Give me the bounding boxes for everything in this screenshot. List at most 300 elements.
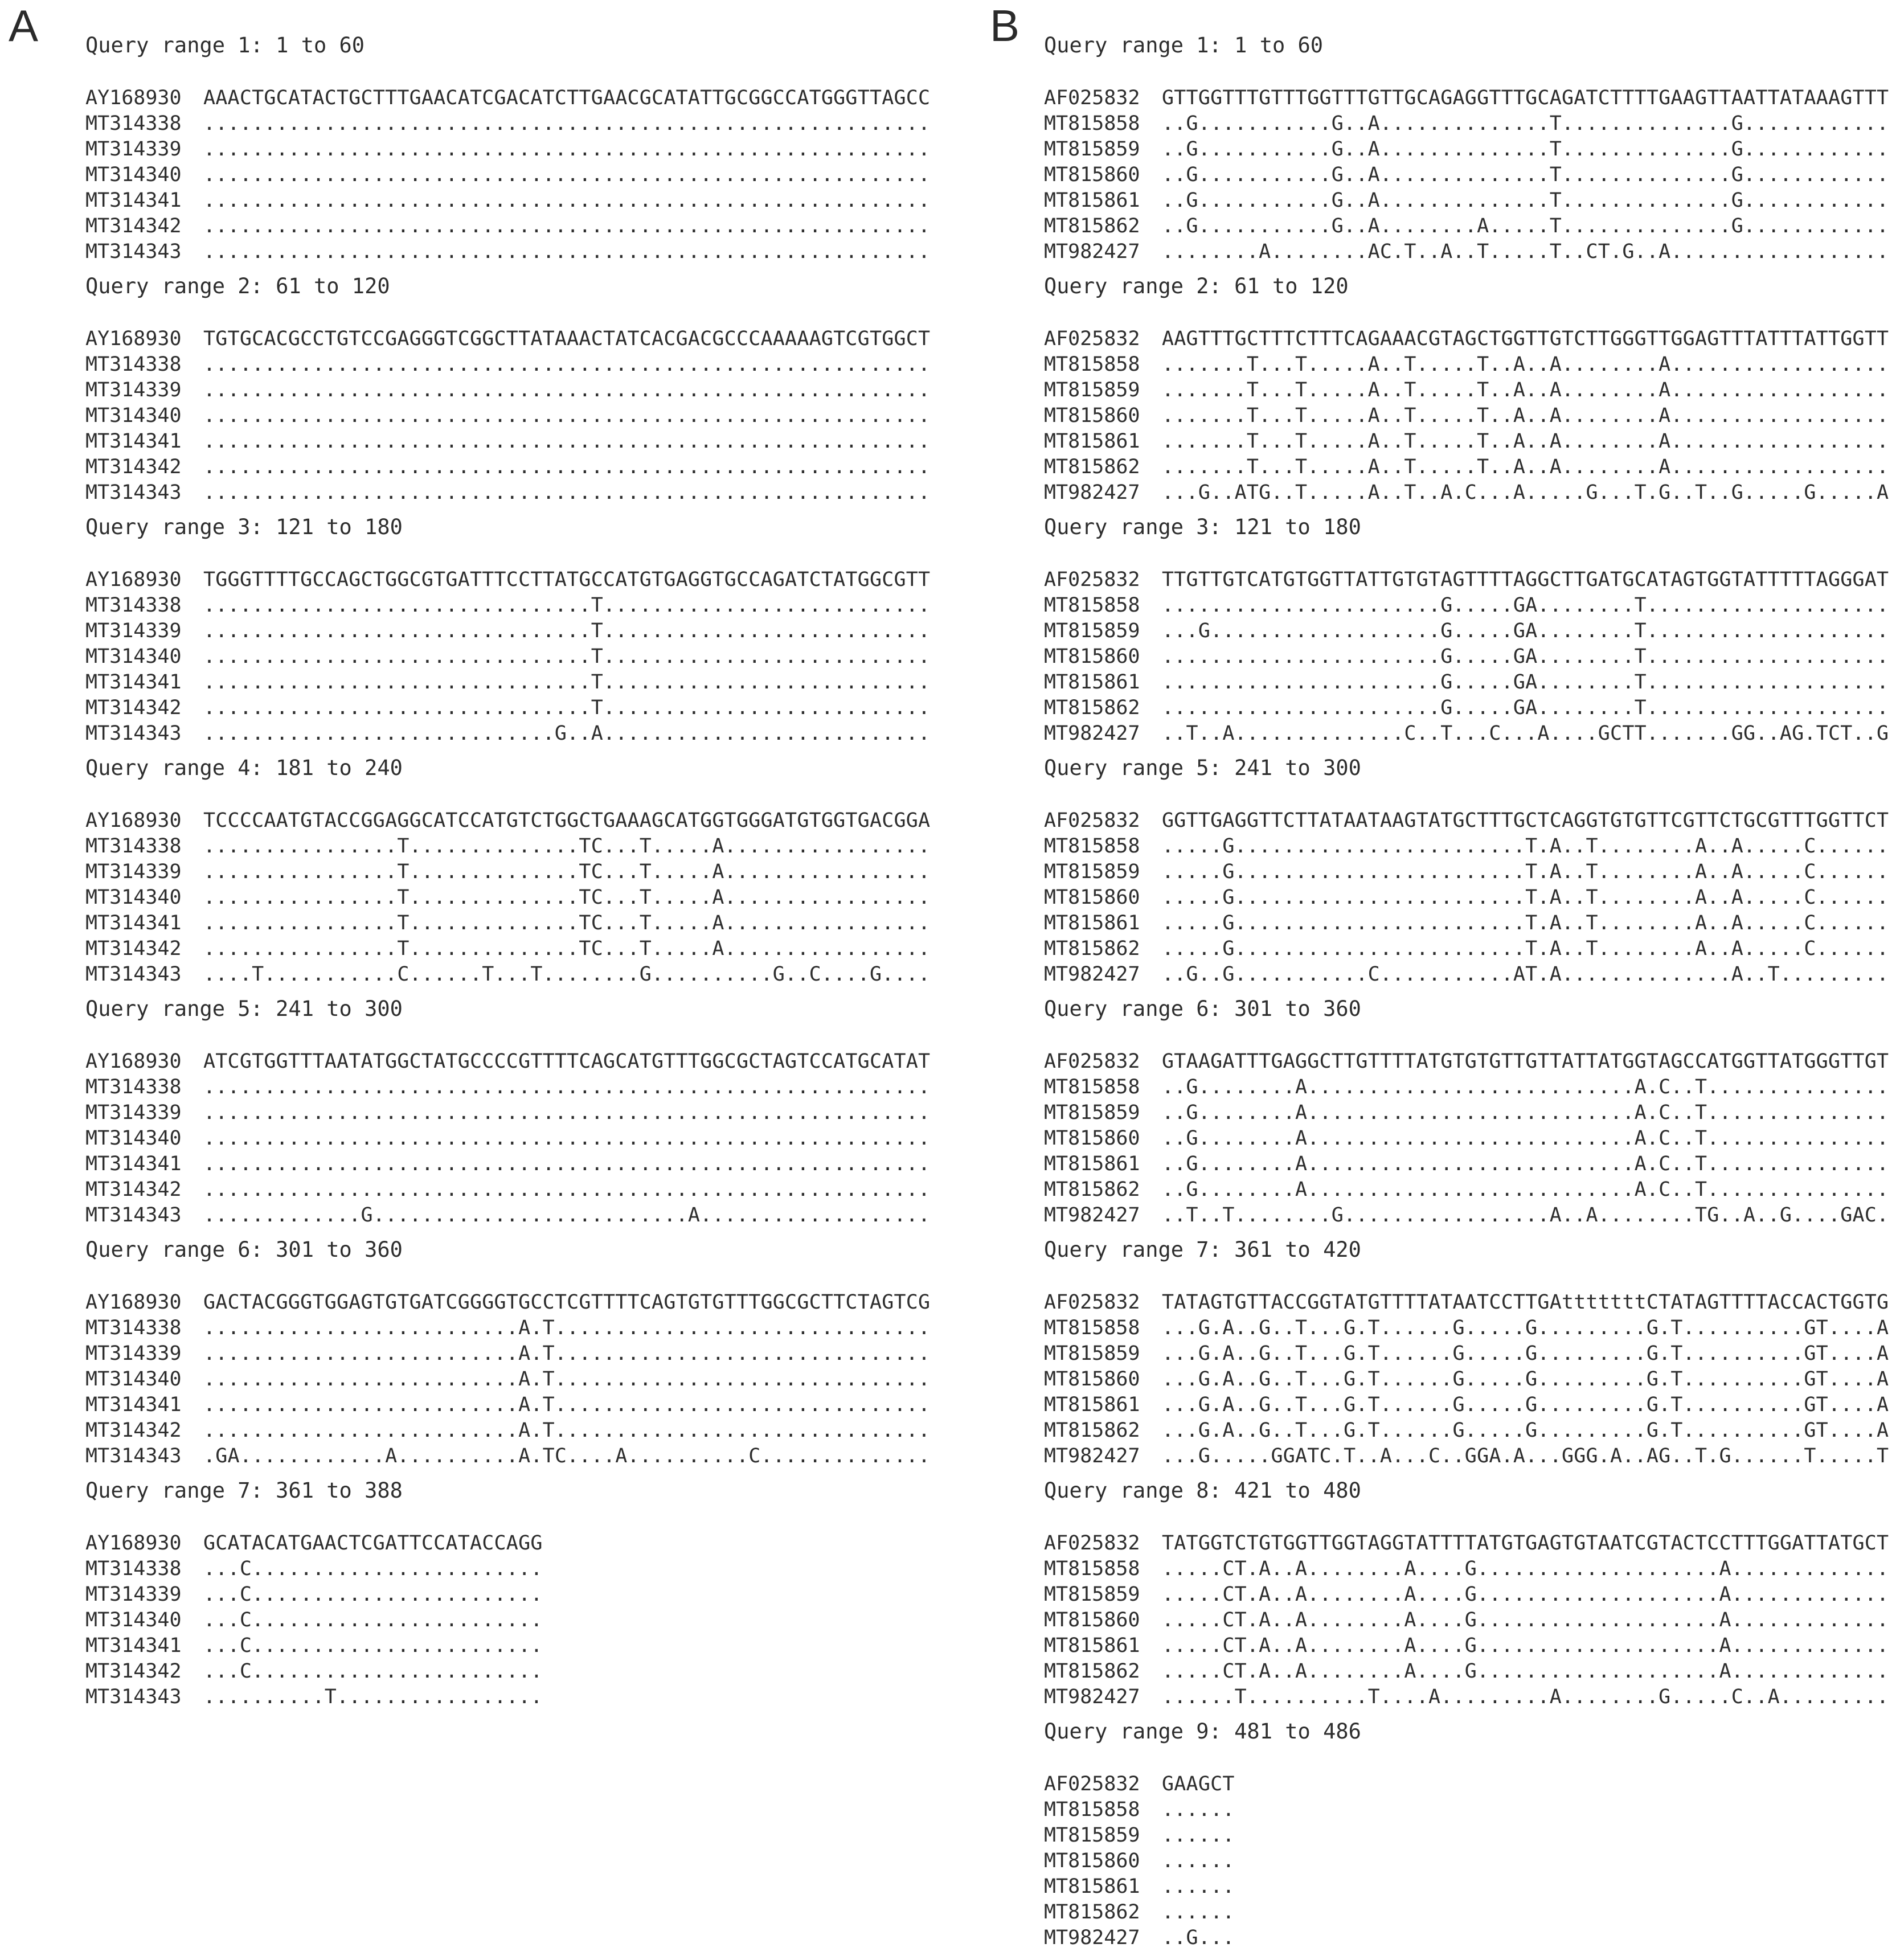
sequence-accession: MT314341: [85, 1393, 182, 1416]
alignment-row: [1044, 403, 1889, 429]
query-range-block: [85, 997, 930, 1228]
alignment-row: [1044, 1444, 1889, 1469]
alignment-rows: [85, 567, 930, 747]
sequence-text: GACTACGGGTGGAGTGTGATCGGGGTGCCTCGTTTTCAGTGTGTTTGGCGCTTCTAGTCG: [203, 1291, 931, 1314]
query-range-header: Query range 3: 121 to 180: [85, 515, 403, 539]
alignment-row: [85, 721, 930, 747]
alignment-row: [1044, 808, 1889, 834]
sequence-text: ...C........................: [203, 1609, 543, 1631]
sequence-text: ..G...........G..A........A.....T..............G............: [1162, 215, 1889, 237]
alignment-row: [1044, 1392, 1889, 1418]
sequence-text: ...C........................: [203, 1660, 543, 1683]
sequence-accession: MT815861: [1044, 912, 1140, 934]
sequence-text: ..........T.................: [203, 1686, 543, 1708]
alignment-row: [1044, 1925, 1889, 1951]
sequence-text: ......: [1162, 1824, 1235, 1847]
sequence-text: .......................G.....GA........T....................: [1162, 696, 1889, 719]
sequence-text: ...G.A..G..T...G.T......G.....G.........G.T..........GT....A: [1162, 1393, 1889, 1416]
alignment-rows: [85, 808, 930, 987]
sequence-accession: MT815861: [1044, 1393, 1140, 1416]
alignment-row: [1044, 137, 1889, 162]
alignment-row: [85, 403, 930, 429]
alignment-rows: [1044, 808, 1889, 987]
sequence-accession: MT314343: [85, 1445, 182, 1467]
sequence-text: .......................G.....GA........T....................: [1162, 594, 1889, 617]
query-range-block: [85, 33, 930, 265]
sequence-accession: MT314339: [85, 1101, 182, 1124]
alignment-row: [85, 1049, 930, 1075]
sequence-accession: MT982427: [1044, 1445, 1140, 1467]
sequence-text: ............................................................: [203, 353, 931, 376]
sequence-text: ...G...................G.....GA........T....................: [1162, 620, 1889, 642]
sequence-accession: MT815860: [1044, 1127, 1140, 1150]
panel-letter-label: A: [9, 1, 39, 51]
sequence-accession: MT314338: [85, 112, 182, 135]
query-range-block: [85, 274, 930, 506]
sequence-text: ......: [1162, 1875, 1235, 1898]
sequence-accession: AF025832: [1044, 1773, 1140, 1795]
query-range-header: Query range 6: 301 to 360: [1044, 997, 1361, 1021]
sequence-text: .....CT.A..A........A....G....................A.............: [1162, 1583, 1889, 1606]
sequence-accession: MT314340: [85, 645, 182, 668]
alignment-row: [1044, 1772, 1889, 1797]
sequence-accession: MT815861: [1044, 430, 1140, 453]
sequence-text: .....CT.A..A........A....G....................A.............: [1162, 1660, 1889, 1683]
sequence-accession: MT815858: [1044, 1798, 1140, 1821]
sequence-accession: MT314339: [85, 1342, 182, 1365]
query-range-block: [1044, 1237, 1889, 1469]
sequence-text: .......................G.....GA........T....................: [1162, 645, 1889, 668]
sequence-accession: AY168930: [85, 327, 182, 350]
sequence-text: ..G........A...........................A.C..T...............: [1162, 1127, 1889, 1150]
sequence-accession: MT314343: [85, 1204, 182, 1227]
alignment-row: [1044, 911, 1889, 936]
sequence-text: ................T..............TC...T.....A.................: [203, 912, 931, 934]
sequence-text: ..G..G...........C...........AT.A..............A..T.........: [1162, 963, 1889, 986]
alignment-row: [85, 859, 930, 885]
sequence-accession: MT815861: [1044, 1875, 1140, 1898]
sequence-text: ...G.A..G..T...G.T......G.....G.........G.T..........GT....A: [1162, 1368, 1889, 1391]
sequence-text: ...C........................: [203, 1583, 543, 1606]
sequence-text: ...G..ATG..T.....A..T..A.C...A.....G...T.G..T..G.....G.....A: [1162, 481, 1889, 504]
sequence-accession: MT314342: [85, 1660, 182, 1683]
sequence-accession: MT815860: [1044, 1850, 1140, 1872]
sequence-accession: MT314339: [85, 860, 182, 883]
sequence-accession: MT815860: [1044, 645, 1140, 668]
alignment-row: [1044, 326, 1889, 352]
sequence-text: ............................................................: [203, 215, 931, 237]
sequence-text: .......T...T.....A..T.....T..A..A........A..................: [1162, 379, 1889, 401]
sequence-text: ................................T...........................: [203, 594, 931, 617]
sequence-text: GAAGCT: [1162, 1773, 1235, 1795]
alignment-row: [1044, 454, 1889, 480]
sequence-accession: MT815861: [1044, 1634, 1140, 1657]
alignment-row: [85, 1203, 930, 1228]
sequence-text: ................T..............TC...T.....A.................: [203, 886, 931, 909]
alignment-row: [1044, 111, 1889, 137]
sequence-text: ..G........A...........................A.C..T...............: [1162, 1153, 1889, 1175]
query-range-header: Query range 1: 1 to 60: [1044, 33, 1324, 58]
alignment-row: [1044, 1556, 1889, 1582]
alignment-row: [85, 808, 930, 834]
sequence-accession: MT815858: [1044, 1557, 1140, 1580]
sequence-text: ..G...........G..A..............T..............G............: [1162, 112, 1889, 135]
alignment-row: [85, 1418, 930, 1444]
alignment-rows: [85, 326, 930, 506]
sequence-text: ............................................................: [203, 1127, 931, 1150]
alignment-row: [85, 239, 930, 265]
query-range-header: Query range 6: 301 to 360: [85, 1237, 403, 1262]
alignment-row: [85, 1659, 930, 1684]
sequence-text: .......T...T.....A..T.....T..A..A........A..................: [1162, 404, 1889, 427]
sequence-accession: MT314339: [85, 138, 182, 161]
alignment-row: [1044, 239, 1889, 265]
sequence-accession: MT314343: [85, 481, 182, 504]
sequence-text: .....CT.A..A........A....G....................A.............: [1162, 1634, 1889, 1657]
sequence-text: TATGGTCTGTGGTTGGTAGGTATTTTATGTGAGTGTAATCGTACTCCTTTGGATTATGCT: [1162, 1532, 1889, 1555]
alignment-row: [85, 1341, 930, 1367]
sequence-accession: MT982427: [1044, 1686, 1140, 1708]
sequence-text: ............................................................: [203, 1076, 931, 1098]
sequence-text: .....CT.A..A........A....G....................A.............: [1162, 1557, 1889, 1580]
sequence-accession: MT815858: [1044, 594, 1140, 617]
alignment-row: [1044, 1075, 1889, 1100]
sequence-text: .....G........................T.A..T........A..A.....C......: [1162, 860, 1889, 883]
alignment-row: [1044, 618, 1889, 644]
alignment-row: [85, 962, 930, 987]
sequence-accession: MT815861: [1044, 671, 1140, 694]
sequence-text: TGGGTTTTGCCAGCTGGCGTGATTTCCTTATGCCATGTGAGGTGCCAGATCTATGGCGTT: [203, 568, 931, 591]
sequence-accession: MT314343: [85, 1686, 182, 1708]
alignment-row: [85, 326, 930, 352]
sequence-text: ..G...........G..A..............T..............G............: [1162, 189, 1889, 212]
sequence-accession: MT815862: [1044, 1901, 1140, 1924]
alignment-row: [85, 1392, 930, 1418]
sequence-accession: MT314342: [85, 215, 182, 237]
sequence-accession: MT982427: [1044, 1204, 1140, 1227]
sequence-text: ..T..T........G.................A..A........TG..A..G....GAC.: [1162, 1204, 1889, 1227]
query-range-header: Query range 5: 241 to 300: [85, 997, 403, 1021]
sequence-text: ............................................................: [203, 240, 931, 263]
alignment-row: [1044, 1531, 1889, 1556]
alignment-row: [85, 1531, 930, 1556]
query-range-header: Query range 9: 481 to 486: [1044, 1719, 1361, 1744]
alignment-row: [85, 1126, 930, 1151]
sequence-accession: MT815862: [1044, 937, 1140, 960]
sequence-text: ...G.A..G..T...G.T......G.....G.........G.T..........GT....A: [1162, 1342, 1889, 1365]
sequence-accession: MT314340: [85, 1127, 182, 1150]
sequence-accession: MT815860: [1044, 1368, 1140, 1391]
sequence-accession: MT314343: [85, 240, 182, 263]
alignment-row: [1044, 1049, 1889, 1075]
sequence-accession: MT314343: [85, 722, 182, 745]
alignment-row: [85, 1556, 930, 1582]
alignment-row: [1044, 1900, 1889, 1925]
sequence-text: ..G........A...........................A.C..T...............: [1162, 1101, 1889, 1124]
sequence-text: ......T..........T....A.........A........G.....C..A.........: [1162, 1686, 1889, 1708]
sequence-text: ..........................A.T...............................: [203, 1393, 931, 1416]
sequence-text: ........A........AC.T..A..T.....T..CT.G..A..................: [1162, 240, 1889, 263]
sequence-text: GCATACATGAACTCGATTCCATACCAGG: [203, 1532, 543, 1555]
sequence-text: .....G........................T.A..T........A..A.....C......: [1162, 886, 1889, 909]
sequence-text: ................T..............TC...T.....A.................: [203, 835, 931, 858]
sequence-accession: MT815862: [1044, 215, 1140, 237]
sequence-accession: MT314338: [85, 1317, 182, 1339]
query-range-header: Query range 1: 1 to 60: [85, 33, 365, 58]
alignment-rows: [1044, 85, 1889, 265]
sequence-accession: MT815859: [1044, 1101, 1140, 1124]
sequence-text: ............................................................: [203, 163, 931, 186]
alignment-row: [85, 644, 930, 670]
sequence-accession: MT815861: [1044, 189, 1140, 212]
alignment-row: [85, 936, 930, 962]
sequence-accession: MT815859: [1044, 379, 1140, 401]
sequence-text: ................................T...........................: [203, 696, 931, 719]
alignment-row: [1044, 1367, 1889, 1392]
query-range-block: [85, 1237, 930, 1469]
sequence-accession: MT314340: [85, 163, 182, 186]
sequence-text: ................................T...........................: [203, 620, 931, 642]
alignment-row: [85, 1151, 930, 1177]
query-range-block: [85, 515, 930, 747]
sequence-accession: MT815861: [1044, 1153, 1140, 1175]
sequence-text: GTTGGTTTGTTTGGTTTGTTGCAGAGGTTTGCAGATCTTTTGAAGTTAATTATAAAGTTT: [1162, 87, 1889, 109]
sequence-accession: MT314341: [85, 671, 182, 694]
sequence-accession: AY168930: [85, 809, 182, 832]
sequence-accession: MT314342: [85, 1419, 182, 1442]
sequence-text: ............................................................: [203, 430, 931, 453]
alignment-row: [1044, 1177, 1889, 1203]
query-range-header: Query range 2: 61 to 120: [85, 274, 390, 298]
alignment-row: [85, 1315, 930, 1341]
sequence-accession: MT815858: [1044, 835, 1140, 858]
sequence-accession: MT314339: [85, 620, 182, 642]
sequence-accession: MT815858: [1044, 353, 1140, 376]
sequence-accession: MT815860: [1044, 404, 1140, 427]
sequence-text: GTAAGATTTGAGGCTTGTTTTATGTGTGTTGTTATTATGGTAGCCATGGTTATGGGTTGT: [1162, 1050, 1889, 1073]
sequence-accession: MT314342: [85, 696, 182, 719]
sequence-accession: MT314341: [85, 912, 182, 934]
sequence-text: ..........................A.T...............................: [203, 1368, 931, 1391]
query-range-block: [85, 1478, 930, 1710]
query-range-block: [1044, 274, 1889, 506]
sequence-text: ..G...: [1162, 1926, 1235, 1949]
alignment-row: [85, 137, 930, 162]
alignment-row: [1044, 1151, 1889, 1177]
alignment-row: [85, 1608, 930, 1633]
sequence-text: ...C........................: [203, 1557, 543, 1580]
sequence-text: ............................................................: [203, 379, 931, 401]
sequence-accession: AF025832: [1044, 568, 1140, 591]
sequence-text: .......................G.....GA........T....................: [1162, 671, 1889, 694]
alignment-row: [85, 593, 930, 618]
alignment-row: [1044, 1290, 1889, 1315]
sequence-accession: MT314340: [85, 404, 182, 427]
sequence-accession: AF025832: [1044, 327, 1140, 350]
alignment-row: [1044, 1100, 1889, 1126]
alignment-row: [1044, 936, 1889, 962]
alignment-row: [1044, 1633, 1889, 1659]
sequence-accession: MT314338: [85, 1557, 182, 1580]
sequence-accession: MT815860: [1044, 1609, 1140, 1631]
sequence-accession: MT815860: [1044, 886, 1140, 909]
alignment-row: [85, 567, 930, 593]
sequence-text: TGTGCACGCCTGTCCGAGGGTCGGCTTATAAACTATCACGACGCCCAAAAAGTCGTGGCT: [203, 327, 931, 350]
alignment-panel: [990, 0, 1889, 1960]
sequence-text: ......: [1162, 1850, 1235, 1872]
sequence-accession: MT314338: [85, 594, 182, 617]
alignment-row: [85, 188, 930, 214]
alignment-row: [85, 695, 930, 721]
sequence-text: AAACTGCATACTGCTTTGAACATCGACATCTTGAACGCATATTGCGGCCATGGGTTAGCC: [203, 87, 931, 109]
alignment-rows: [85, 1290, 930, 1469]
alignment-row: [85, 429, 930, 454]
sequence-accession: AF025832: [1044, 809, 1140, 832]
alignment-row: [1044, 214, 1889, 239]
alignment-rows: [1044, 1531, 1889, 1710]
sequence-accession: MT982427: [1044, 1926, 1140, 1949]
sequence-accession: AY168930: [85, 87, 182, 109]
sequence-text: ...C........................: [203, 1634, 543, 1657]
sequence-accession: MT314340: [85, 1609, 182, 1631]
sequence-accession: MT815858: [1044, 1317, 1140, 1339]
alignment-row: [1044, 721, 1889, 747]
sequence-accession: MT314341: [85, 1634, 182, 1657]
alignment-row: [1044, 429, 1889, 454]
alignment-rows: [1044, 1290, 1889, 1469]
sequence-text: .............G..........................A...................: [203, 1204, 931, 1227]
query-range-header: Query range 8: 421 to 480: [1044, 1478, 1361, 1503]
sequence-accession: MT314341: [85, 1153, 182, 1175]
alignment-row: [85, 1684, 930, 1710]
sequence-text: ................T..............TC...T.....A.................: [203, 937, 931, 960]
sequence-accession: MT815862: [1044, 696, 1140, 719]
sequence-text: .GA............A..........A.TC....A..........C..............: [203, 1445, 931, 1467]
sequence-text: .....G........................T.A..T........A..A.....C......: [1162, 912, 1889, 934]
sequence-text: .....G........................T.A..T........A..A.....C......: [1162, 835, 1889, 858]
sequence-accession: MT815860: [1044, 163, 1140, 186]
alignment-row: [1044, 962, 1889, 987]
sequence-accession: AF025832: [1044, 1050, 1140, 1073]
sequence-text: ATCGTGGTTTAATATGGCTATGCCCCGTTTTCAGCATGTTTGGCGCTAGTCCATGCATAT: [203, 1050, 931, 1073]
alignment-panel: [9, 0, 931, 1719]
query-range-block: [1044, 515, 1889, 747]
query-range-block: [1044, 1719, 1889, 1951]
alignment-row: [85, 378, 930, 403]
alignment-row: [1044, 670, 1889, 695]
alignment-row: [85, 111, 930, 137]
sequence-text: ...G.A..G..T...G.T......G.....G.........G.T..........GT....A: [1162, 1419, 1889, 1442]
sequence-accession: MT815859: [1044, 860, 1140, 883]
sequence-text: ................................T...........................: [203, 671, 931, 694]
alignment-row: [1044, 1848, 1889, 1874]
sequence-accession: AY168930: [85, 1532, 182, 1555]
sequence-accession: MT314341: [85, 430, 182, 453]
alignment-row: [1044, 567, 1889, 593]
alignment-row: [1044, 1418, 1889, 1444]
query-range-header: Query range 3: 121 to 180: [1044, 515, 1361, 539]
alignment-rows: [85, 85, 930, 265]
sequence-text: ..........................A.T...............................: [203, 1342, 931, 1365]
sequence-accession: AY168930: [85, 1291, 182, 1314]
sequence-text: ..........................A.T...............................: [203, 1419, 931, 1442]
sequence-text: .......T...T.....A..T.....T..A..A........A..................: [1162, 430, 1889, 453]
sequence-text: ..T..A..............C..T...C...A....GCTT.......GG..AG.TCT..G: [1162, 722, 1889, 745]
sequence-text: ............................................................: [203, 1153, 931, 1175]
sequence-text: ............................................................: [203, 189, 931, 212]
sequence-accession: MT815859: [1044, 1824, 1140, 1847]
sequence-text: ...G.....GGATC.T..A...C..GGA.A...GGG.A..AG..T.G......T.....T: [1162, 1445, 1889, 1467]
alignment-row: [1044, 1315, 1889, 1341]
sequence-accession: MT314338: [85, 1076, 182, 1098]
alignment-row: [85, 352, 930, 378]
alignment-row: [85, 670, 930, 695]
sequence-accession: MT815859: [1044, 1583, 1140, 1606]
sequence-text: .....CT.A..A........A....G....................A.............: [1162, 1609, 1889, 1631]
alignment-row: [1044, 162, 1889, 188]
sequence-text: ............................................................: [203, 138, 931, 161]
sequence-text: ..........................A.T...............................: [203, 1317, 931, 1339]
alignment-row: [1044, 1341, 1889, 1367]
alignment-row: [85, 480, 930, 506]
alignment-row: [85, 1075, 930, 1100]
sequence-text: ............................................................: [203, 1178, 931, 1201]
sequence-accession: MT314342: [85, 937, 182, 960]
sequence-accession: MT982427: [1044, 240, 1140, 263]
panel-blocks: [85, 33, 930, 1710]
sequence-accession: MT314340: [85, 1368, 182, 1391]
sequence-accession: MT314339: [85, 1583, 182, 1606]
alignment-row: [85, 1100, 930, 1126]
sequence-text: ................................T...........................: [203, 645, 931, 668]
alignment-row: [85, 834, 930, 859]
alignment-row: [1044, 885, 1889, 911]
sequence-text: .............................G..A...........................: [203, 722, 931, 745]
sequence-accession: MT314338: [85, 835, 182, 858]
sequence-accession: MT815859: [1044, 620, 1140, 642]
sequence-accession: MT314339: [85, 379, 182, 401]
alignment-row: [1044, 188, 1889, 214]
sequence-text: AAGTTTGCTTTCTTTCAGAAACGTAGCTGGTTGTCTTGGGTTGGAGTTTATTTATTGGTT: [1162, 327, 1889, 350]
alignment-row: [1044, 834, 1889, 859]
sequence-accession: MT314342: [85, 456, 182, 478]
query-range-header: Query range 4: 181 to 240: [85, 756, 403, 780]
alignment-rows: [85, 1049, 930, 1228]
alignment-row: [85, 1290, 930, 1315]
sequence-accession: MT314340: [85, 886, 182, 909]
alignment-row: [85, 214, 930, 239]
sequence-accession: MT815859: [1044, 1342, 1140, 1365]
query-range-header: Query range 7: 361 to 420: [1044, 1237, 1361, 1262]
sequence-text: TCCCCAATGTACCGGAGGCATCCATGTCTGGCTGAAAGCATGGTGGGATGTGGTGACGGA: [203, 809, 931, 832]
alignment-row: [85, 885, 930, 911]
sequence-accession: MT815862: [1044, 1419, 1140, 1442]
alignment-row: [1044, 85, 1889, 111]
sequence-text: ...G.A..G..T...G.T......G.....G.........G.T..........GT....A: [1162, 1317, 1889, 1339]
query-range-header: Query range 7: 361 to 388: [85, 1478, 403, 1503]
alignment-row: [1044, 480, 1889, 506]
alignment-row: [85, 162, 930, 188]
alignment-row: [1044, 593, 1889, 618]
alignment-row: [85, 1582, 930, 1608]
panel-blocks: [1044, 33, 1889, 1951]
sequence-text: ............................................................: [203, 112, 931, 135]
sequence-text: .......T...T.....A..T.....T..A..A........A..................: [1162, 456, 1889, 478]
sequence-text: .......T...T.....A..T.....T..A..A........A..................: [1162, 353, 1889, 376]
query-range-header: Query range 2: 61 to 120: [1044, 274, 1349, 298]
query-range-block: [85, 756, 930, 987]
alignment-row: [85, 1367, 930, 1392]
